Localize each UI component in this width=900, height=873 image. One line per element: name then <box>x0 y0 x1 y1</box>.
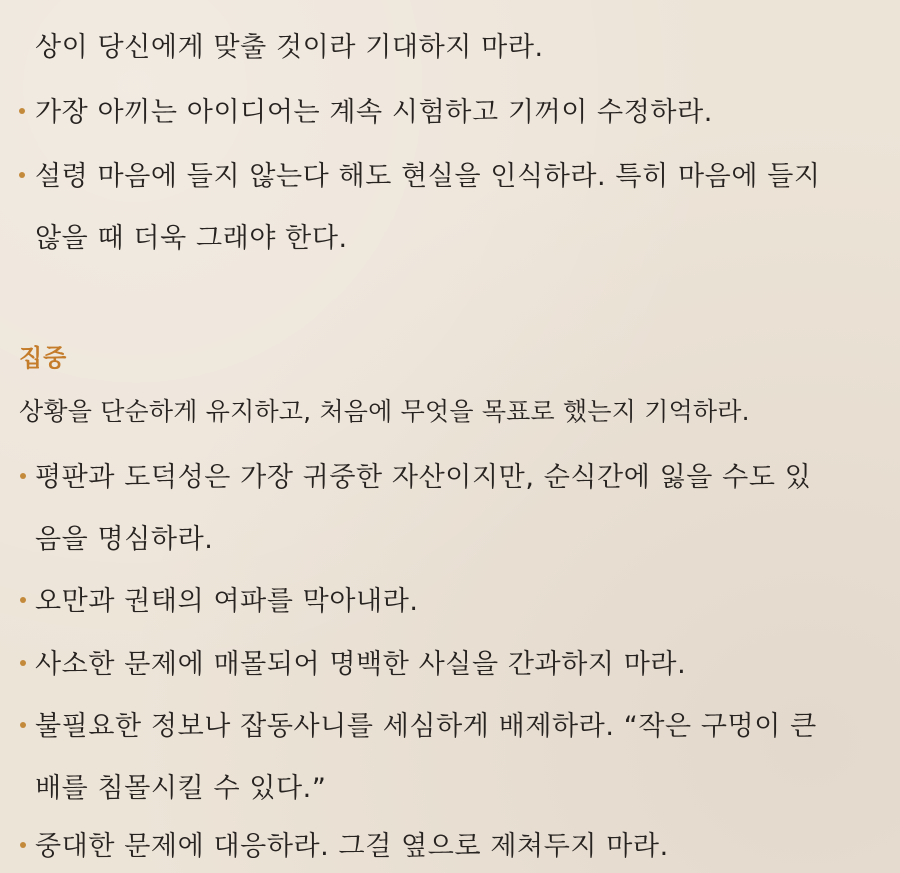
section-intro: 상황을 단순하게 유지하고, 처음에 무엇을 목표로 했는지 기억하라. <box>19 397 750 426</box>
focus-bullet-3: 사소한 문제에 매몰되어 명백한 사실을 간과하지 마라. <box>35 649 687 680</box>
focus-bullet-1-line-1: 평판과 도덕성은 가장 귀중한 자산이지만, 순식간에 잃을 수도 있 <box>35 462 812 493</box>
bullet-dot-icon <box>20 842 26 848</box>
bullet-dot-icon <box>20 660 26 666</box>
bullet-text-1: 가장 아끼는 아이디어는 계속 시험하고 기꺼이 수정하라. <box>35 97 713 128</box>
text-line-continuation: 상이 당신에게 맞출 것이라 기대하지 마라. <box>35 32 544 63</box>
bullet-text-2-line-1: 설령 마음에 들지 않는다 해도 현실을 인식하라. 특히 마음에 들지 <box>35 161 821 192</box>
bullet-text-2-line-2: 않을 때 더욱 그래야 한다. <box>35 223 348 254</box>
focus-bullet-4-line-1: 불필요한 정보나 잡동사니를 세심하게 배제하라. “작은 구멍이 큰 <box>35 711 817 742</box>
focus-bullet-4-line-2: 배를 침몰시킬 수 있다.” <box>35 773 327 804</box>
section-heading: 집중 <box>19 344 68 372</box>
focus-bullet-1-line-2: 음을 명심하라. <box>35 524 214 555</box>
bullet-dot-icon <box>20 597 26 603</box>
focus-bullet-2: 오만과 권태의 여파를 막아내라. <box>35 586 419 617</box>
focus-bullet-5: 중대한 문제에 대응하라. 그걸 옆으로 제쳐두지 마라. <box>35 831 669 862</box>
bullet-dot-icon <box>19 172 25 178</box>
bullet-dot-icon <box>19 108 25 114</box>
bullet-dot-icon <box>20 473 26 479</box>
bullet-dot-icon <box>20 722 26 728</box>
